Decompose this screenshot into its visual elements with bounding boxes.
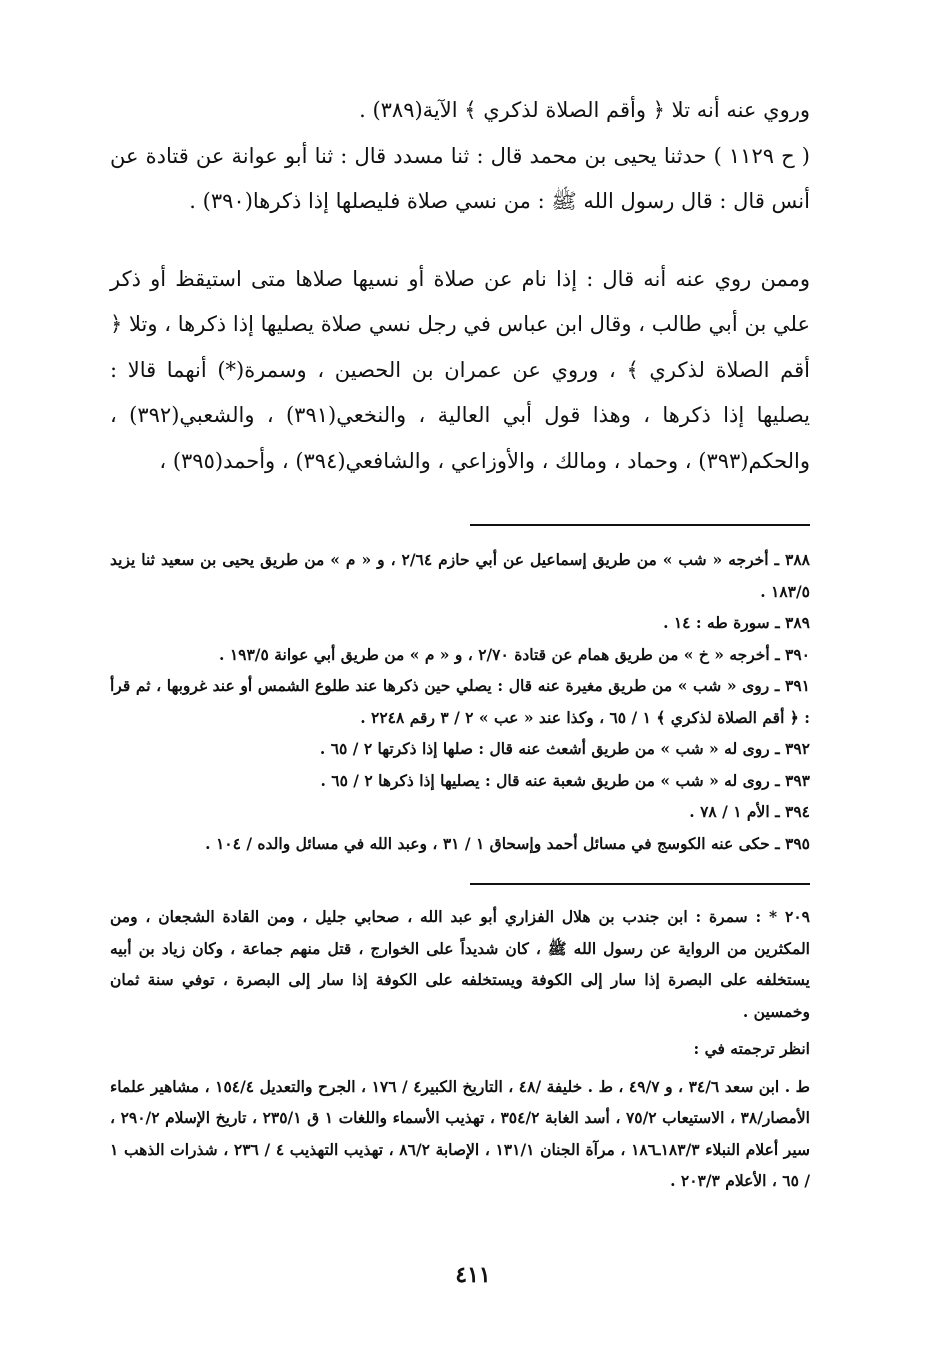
hadith-paragraph: ( ح ١١٢٩ ) حدثنا يحيى بن محمد قال : ثنا مسدد قال : ثنا أبو عوانة عن قتادة عن أنس قال : قال رسول الله ﷺ : من نسي صلاة فليصلها إذا ذكرها(٣٩٠) . [110, 143, 810, 213]
footnotes [110, 544, 810, 859]
see-translation-label: انظر ترجمته في : [693, 1039, 810, 1058]
biography-entry: ٢٠٩ * : سمرة : ابن جندب بن هلال الفزاري أبو عبد الله ، صحابي جليل ، ومن القادة الشجعان ، ومن المكثرين من الرواية عن رسول الله ﷺ ، كان شديداً على الخوارج ، قتل منهم جماعة ، وكان زياد بن أبيه يستخلفه على البصرة إذا سار إلى الكوفة ويستخلفه على الكوفة إذا سار إلى البصرة ، توفي سنة ثمان وخمسين . [110, 907, 810, 1021]
footnote-395: ٣٩٥ ـ حكى عنه الكوسج في مسائل أحمد وإسحاق ١ / ٣١ ، وعبد الله في مسائل والده / ١٠٤ . [205, 833, 810, 853]
biography-divider [470, 883, 810, 885]
commentary-paragraph: وممن روي عنه أنه قال : إذا نام عن صلاة أو نسيها صلاها متى استيقظ أو ذكر علي بن أبي طالب ، وقال ابن عباس في رجل نسي صلاة يصليها إذا ذكرها ، وتلا ﴿ أقم الصلاة لذكري ﴾ ، وروي عن عمران بن الحصين ، وسمرة(*) أنهما قالا : يصليها إذا ذكرها ، وهذا قول أبي العالية ، والنخعي(٣٩١) ، والشعبي(٣٩٢) ، والحكم(٣٩٣) ، وحماد ، ومالك ، والأوزاعي ، والشافعي(٣٩٤) ، وأحمد(٣٩٥) ، [110, 266, 810, 473]
footnote-389: ٣٨٩ ـ سورة طه : ١٤ . [663, 613, 810, 632]
main-text [110, 88, 810, 484]
footnote-394: ٣٩٤ ـ الأم ١ / ٧٨ . [689, 802, 810, 821]
opening-line: وروي عنه أنه تلا ﴿ وأقم الصلاة لذكري ﴾ الآية(٣٨٩) . [359, 98, 810, 122]
footnote-388: ٣٨٨ ـ أخرجه « شب » من طريق إسماعيل عن أبي حازم ٢/٦٤ ، و « م » من طريق يحيى بن سعيد ثنا يزيد ١٨٣/٥ . [110, 550, 810, 601]
biography-sources: ط . ابن سعد ٣٤/٦ ، و ٤٩/٧ ، ط . خليفة /٤٨ ، التاريخ الكبير٤ / ١٧٦ ، الجرح والتعديل ١٥٤/٤ ، مشاهير علماء الأمصار/٣٨ ، الاستيعاب ٧٥/٢ ، أسد الغابة ٣٥٤/٢ ، تهذيب الأسماء واللغات ١ ق ٢٣٥/١ ، تاريخ الإسلام ٢٩٠/٢ ، سير أعلام النبلاء ١٨٣/٣ـ١٨٦ ، مرآة الجنان ١٣١/١ ، الإصابة ٨٦/٢ ، تهذيب التهذيب ٤ / ٢٣٦ ، شذرات الذهب ١ / ٦٥ ، الأعلام ٢٠٣/٣ . [110, 1076, 810, 1190]
footnote-393: ٣٩٣ ـ روى له « شب » من طريق شعبة عنه قال : يصليها إذا ذكرها ٢ / ٦٥ . [320, 770, 810, 790]
biography-note [110, 901, 810, 1197]
footnote-392: ٣٩٢ ـ روى له « شب » من طريق أشعث عنه قال : صلها إذا ذكرتها ٢ / ٦٥ . [319, 739, 810, 758]
page-body [110, 88, 810, 1197]
footnote-divider [470, 524, 810, 526]
footnote-390: ٣٩٠ ـ أخرجه « خ » من طريق همام عن قتادة ٢/٧٠ ، و « م » من طريق أبي عوانة ١٩٣/٥ . [219, 644, 810, 664]
footnote-391: ٣٩١ ـ روى « شب » من طريق مغيرة عنه قال : يصلي حين ذكرها عند طلوع الشمس أو عند غروبها ، ثم قرأ : ﴿ أقم الصلاة لذكري ﴾ ١ / ٦٥ ، وكذا عند « عب » ٢ / ٣ رقم ٢٢٤٨ . [110, 676, 810, 727]
page-number: ٤١١ [455, 1262, 491, 1288]
